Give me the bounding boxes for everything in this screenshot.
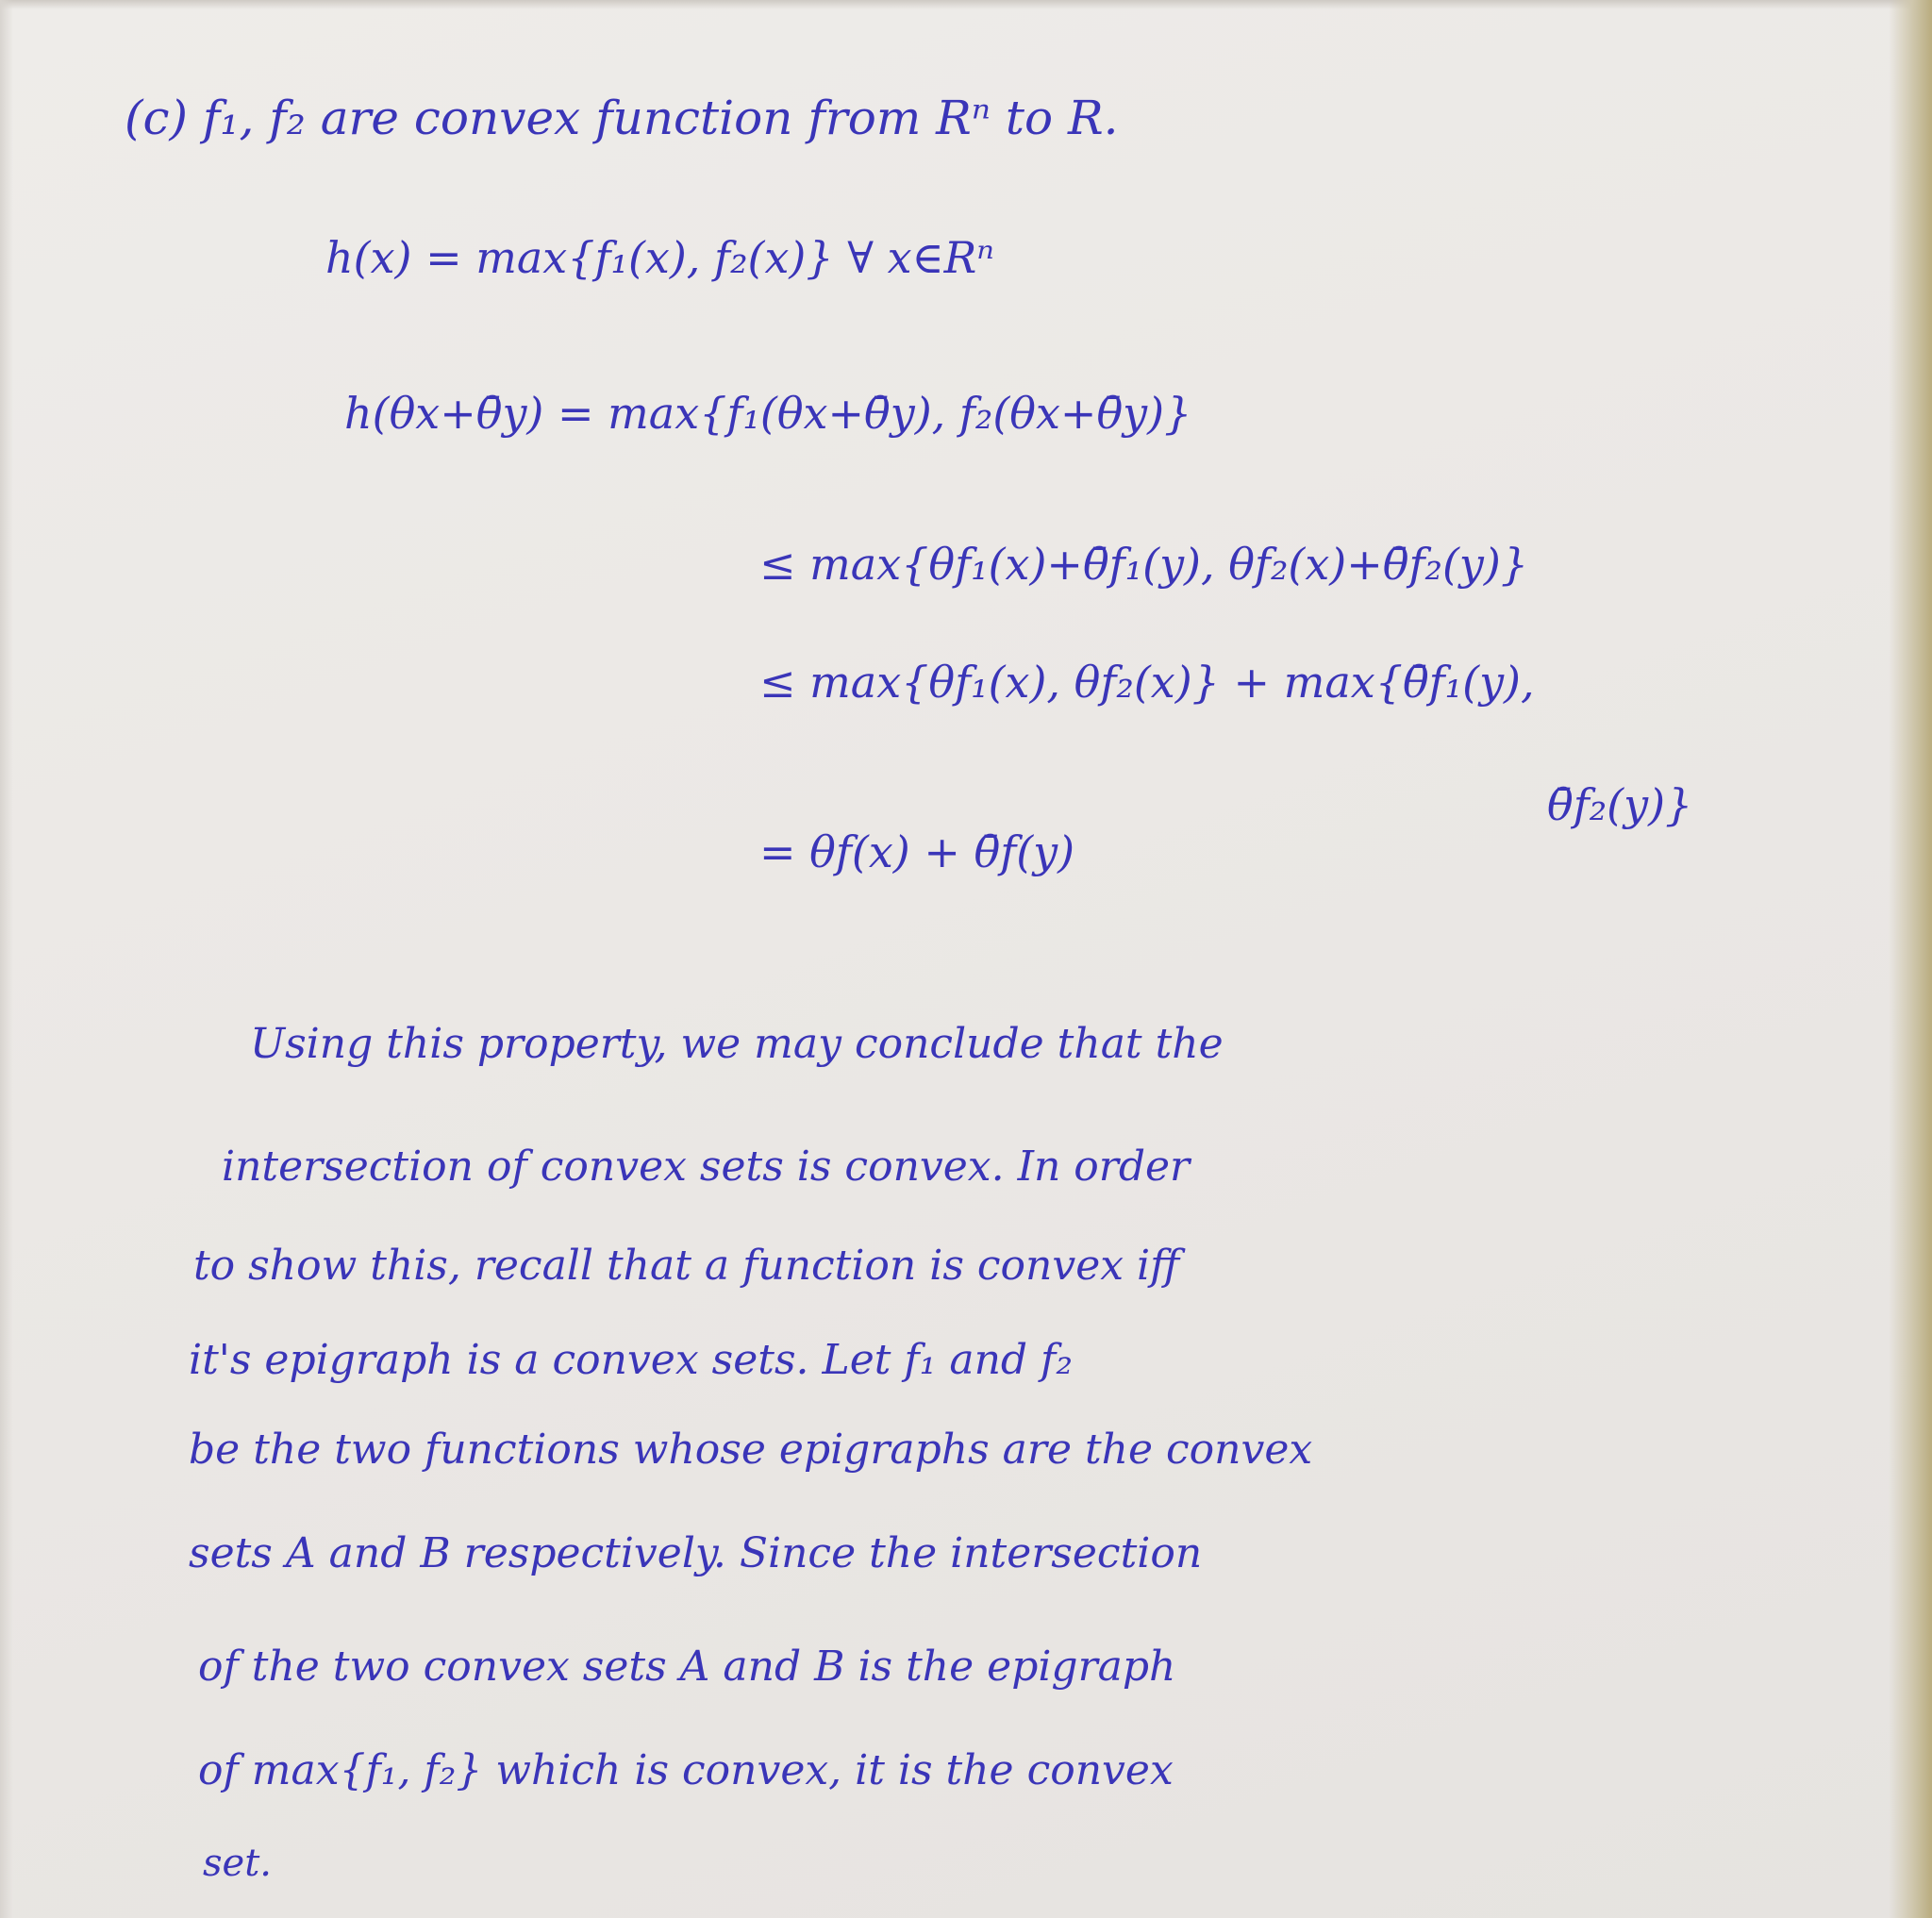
equation-line-3-continued: θ̄f₂(y)} — [1547, 779, 1693, 830]
bleed-through-marks — [1045, 130, 1503, 248]
equation-line-1: h(θx+θ̄y) = max{f₁(θx+θ̄y), f₂(θx+θ̄y)} — [344, 388, 1192, 439]
page-right-edge — [1889, 0, 1932, 1918]
paragraph-line-3: to show this, recall that a function is convex iff — [193, 1242, 1180, 1290]
definition-line: h(x) = max{f₁(x), f₂(x)} ∀ x∈Rⁿ — [325, 232, 994, 283]
paragraph-line-7: of the two convex sets A and B is the epigraph — [198, 1643, 1176, 1691]
paragraph-line-4: it's epigraph is a convex sets. Let f₁ and f₂ — [189, 1336, 1073, 1384]
equation-line-3: ≤ max{θf₁(x), θf₂(x)} + max{θ̄f₁(y), — [759, 657, 1535, 708]
paragraph-line-1: Using this property, we may conclude that the — [250, 1020, 1224, 1068]
problem-heading: (c) f₁, f₂ are convex function from Rⁿ to R. — [125, 91, 1119, 145]
equation-line-4: = θf(x) + θ̄f(y) — [759, 826, 1075, 877]
paragraph-line-9: set. — [203, 1842, 272, 1885]
paragraph-line-6: sets A and B respectively. Since the intersection — [189, 1529, 1203, 1577]
equation-line-2: ≤ max{θf₁(x)+θ̄f₁(y), θf₂(x)+θ̄f₂(y)} — [759, 539, 1529, 590]
paragraph-line-5: be the two functions whose epigraphs are the convex — [189, 1426, 1313, 1474]
page-top-shadow — [0, 0, 1932, 9]
page-left-shadow — [0, 0, 13, 1918]
paragraph-line-8: of max{f₁, f₂} which is convex, it is the convex — [198, 1746, 1174, 1794]
paragraph-line-2: intersection of convex sets is convex. In order — [222, 1142, 1191, 1191]
